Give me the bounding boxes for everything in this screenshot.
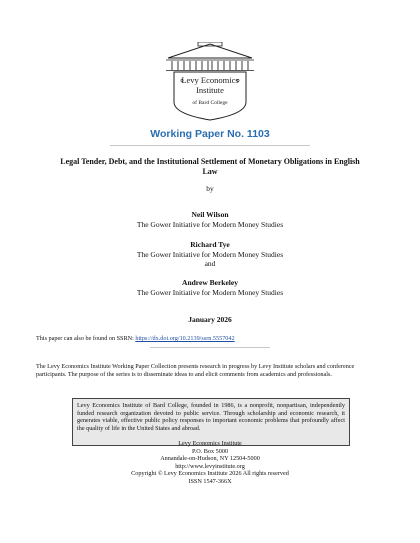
issn: ISSN 1547-366X: [188, 477, 232, 485]
ssrn-prefix: This paper can also be found on SSRN:: [36, 335, 136, 342]
author-affiliation: The Gower Initiative for Modern Money Studies: [136, 287, 284, 297]
contact-city: Annandale-on-Hudson, NY 12504-5000: [160, 455, 260, 463]
author-block-1: [0, 210, 420, 229]
ssrn-note: [36, 335, 235, 342]
author-affiliation: The Gower Initiative for Modern Money Studies: [136, 219, 284, 229]
contact-website: http://www.levyinstitute.org: [175, 462, 245, 470]
levy-institute-logo: [162, 42, 258, 122]
institute-building-icon: [162, 42, 258, 122]
author-conjunction: and: [204, 259, 216, 268]
author-name: Richard Tye: [190, 240, 230, 249]
copyright: Copyright © Levy Economics Institute 2026 All rights reserved: [131, 470, 289, 478]
collection-description: The Levy Economics Institute Working Paper Collection presents research in progress by Levy Institute scholars and conference participants. The purpose of the series is to disseminate ideas to and elicit comments from academics and professionals.: [36, 363, 355, 379]
ssrn-divider: [150, 347, 270, 348]
logo-line1: Levy Economics: [181, 75, 239, 85]
publication-date: January 2026: [188, 315, 232, 324]
author-block-2: [0, 240, 420, 269]
ssrn-link[interactable]: https://dx.doi.org/10.2139/ssrn.5557042: [135, 335, 235, 342]
title-divider: [110, 145, 310, 146]
author-block-3: [0, 278, 420, 297]
institute-description-box: Levy Economics Institute of Bard College, founded in 1986, is a nonprofit, nonpartisan, independently funded research organization devoted to public service. Through scholarship and economic research, it generates viable, effective public policy responses to important economic problems that profoundly affect the quality of life in the United States and abroad.: [72, 398, 350, 446]
paper-title: Legal Tender, Debt, and the Institutional Settlement of Monetary Obligations in English Law: [60, 157, 360, 176]
author-name: Neil Wilson: [191, 210, 229, 219]
contact-po-box: P.O. Box 5000: [191, 447, 229, 455]
working-paper-number: Working Paper No. 1103: [150, 128, 270, 140]
by-label: by: [206, 184, 214, 193]
logo-line2: Institute: [196, 85, 224, 95]
author-affiliation: The Gower Initiative for Modern Money Studies: [136, 249, 284, 259]
contact-block: [0, 440, 420, 486]
author-name: Andrew Berkeley: [182, 278, 238, 287]
logo-line3: of Bard College: [192, 100, 228, 106]
contact-name: Levy Economics Institute: [178, 440, 242, 447]
